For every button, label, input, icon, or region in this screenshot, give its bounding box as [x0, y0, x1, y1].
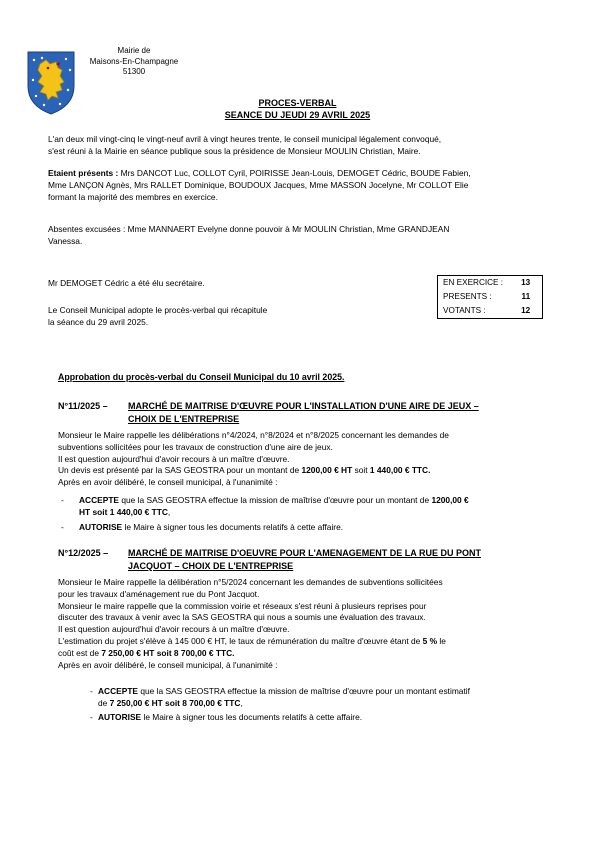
- s11-bullet-accepte-text: [79, 495, 539, 519]
- s12-bullet-accepte-text: [98, 686, 538, 710]
- s12-p4a-pre: L'estimation du projet s'élève à 145 000 € HT, le taux de rémunération du maître d'œuvre étant de: [58, 635, 423, 646]
- count-row: [438, 304, 543, 319]
- section-12-title-line-2: JACQUOT – CHOIX DE L'ENTREPRISE: [128, 560, 294, 571]
- count-label: VOTANTS :: [443, 306, 486, 316]
- s12-p4a: [58, 636, 539, 648]
- count-value: 12: [521, 306, 531, 316]
- s11-p3-pre: Un devis est présenté par la SAS GEOSTRA pour un montant de: [58, 465, 302, 476]
- s11-p3-amount-ht: 1200,00 € HT: [301, 465, 353, 476]
- mairie-line-1: Mairie de: [117, 46, 151, 55]
- section-11-heading: [58, 400, 548, 426]
- count-value: 13: [521, 278, 531, 288]
- mairie-line-2: Maisons-En-Champagne: [89, 56, 179, 66]
- s12-bullet-accepte: [90, 686, 540, 710]
- adoption-line-2: la séance du 29 avril 2025.: [48, 316, 149, 327]
- s12-accepte-amount: 7 250,00 € HT soit 8 700,00 € TTC: [109, 697, 241, 708]
- count-row: [438, 276, 543, 291]
- presents-line-3: formant la majorité des membres en exercice.: [48, 191, 218, 202]
- absents-line-1: Absentes excusées : Mme MANNAERT Evelyne donne pouvoir à Mr MOULIN Christian, Mme GRANDJEAN: [48, 224, 450, 234]
- absents-line-2: Vanessa.: [48, 235, 83, 246]
- member-counts-table: [437, 275, 543, 319]
- s11-autorise-label: AUTORISE: [79, 522, 123, 532]
- section-11-number: N°11/2025 –: [58, 401, 108, 411]
- s12-p4b-amount: 7 250,00 € HT soit 8 700,00 € TTC.: [101, 647, 235, 658]
- mairie-line-3: 51300: [122, 67, 146, 76]
- approbation-heading: Approbation du procès-verbal du Conseil Municipal du 10 avril 2025.: [58, 372, 345, 382]
- s12-p4a-post: le: [437, 635, 446, 646]
- presents-label: Etaient présents :: [48, 168, 119, 178]
- s12-bullet-autorise: [90, 712, 540, 724]
- count-label: PRESENTS :: [443, 292, 492, 302]
- section-12-body: [58, 577, 539, 671]
- section-11-body: [58, 430, 539, 489]
- s11-accepte-amount-2: HT soit 1 440,00 € TTC: [79, 506, 168, 517]
- section-11-title-line-2: CHOIX DE L'ENTREPRISE: [128, 413, 240, 424]
- secretaire-line: Mr DEMOGET Cédric a été élu secrétaire.: [48, 278, 205, 288]
- s11-p1b: subventions sollicitées pour les travaux de construction d'une aire de jeux.: [58, 441, 333, 452]
- s11-p3: [58, 465, 539, 477]
- s11-bullet-accepte: [61, 495, 539, 519]
- section-12-title-line-1: MARCHÉ DE MAITRISE D'OEUVRE POUR L'AMENAGEMENT DE LA RUE DU PONT: [128, 548, 481, 558]
- s12-p4b-pre: coût est de: [58, 647, 102, 658]
- s12-accepte-pre: de: [98, 697, 110, 708]
- s12-bullet-autorise-text: [98, 712, 362, 724]
- bullet-dash: -: [61, 522, 64, 532]
- count-row: [438, 290, 543, 304]
- s11-bullet-autorise-text: [79, 522, 343, 534]
- s12-p1b: pour les travaux d'aménagement rue du Pont Jacquot.: [58, 588, 260, 599]
- s11-bullet-autorise: [61, 522, 539, 534]
- presents-line-1: Mrs DANCOT Luc, COLLOT Cyril, POIRISSE Jean-Louis, DEMOGET Cédric, BOUDE Fabien,: [118, 168, 471, 178]
- s12-autorise-text: le Maire à signer tous les documents relatifs à cette affaire.: [141, 712, 363, 722]
- s12-p1a: Monsieur le Maire rappelle la délibération n°5/2024 concernant les demandes de subventions sollicitées: [58, 577, 443, 587]
- s11-p1a: Monsieur le Maire rappelle les délibérations n°4/2024, n°8/2024 et n°8/2025 concernant les demandes de: [58, 430, 449, 440]
- s12-p2a: Monsieur le maire rappelle que la commission voirie et réseaux s'est réuni à plusieurs reprises pour: [58, 600, 427, 611]
- count-label: EN EXERCICE :: [443, 278, 504, 288]
- adoption-line-1: Le Conseil Municipal adopte le procès-verbal qui récapitule: [48, 305, 268, 315]
- s11-accepte-label: ACCEPTE: [79, 495, 120, 505]
- s12-p2b: discuter des travaux à venir avec la SAS GEOSTRA qui nous a soumis une évaluation des travaux.: [58, 612, 426, 623]
- s11-accepte-amount: 1200,00 €: [431, 495, 469, 505]
- s12-accepte-end: ,: [240, 697, 243, 708]
- mairie-header: [84, 46, 184, 78]
- s12-p4b: [58, 648, 539, 660]
- bullet-dash: -: [61, 495, 64, 505]
- count-value: 11: [521, 292, 531, 302]
- bullet-dash: -: [90, 712, 93, 722]
- s12-autorise-label: AUTORISE: [98, 712, 142, 722]
- s12-p4a-rate: 5 %: [422, 635, 438, 646]
- presents-line-2: Mme LANÇON Agnès, Mrs RALLET Dominique, BOUDOUX Jacques, Mme MASSON Jocelyne, Mr COLLOT Elie: [48, 179, 469, 190]
- s11-p3-amount-ttc: 1 440,00 € TTC.: [369, 465, 431, 476]
- intro-line-1: L'an deux mil vingt-cinq le vingt-neuf avril à vingt heures trente, le conseil municipal légalement convoqué,: [48, 134, 442, 144]
- section-12-heading: [58, 547, 548, 573]
- s12-p5: Après en avoir délibéré, le conseil municipal, à l'unanimité :: [58, 659, 278, 670]
- document-title: PROCES-VERBAL: [258, 98, 337, 108]
- section-11-title-line-1: MARCHÉ DE MAITRISE D'ŒUVRE POUR L'INSTALLATION D'UNE AIRE DE JEUX –: [128, 401, 479, 411]
- intro-line-2: s'est réuni à la Mairie en séance publique sous la présidence de Monsieur MOULIN Christian, Maire.: [48, 145, 421, 156]
- s11-accepte-end: ,: [167, 506, 171, 517]
- section-12-number: N°12/2025 –: [58, 548, 109, 558]
- presents-paragraph: [48, 168, 540, 203]
- s11-p2: Il est question aujourd'hui d'avoir recours à un maître d'œuvre.: [58, 453, 290, 464]
- s11-p3-mid: soit: [352, 465, 370, 476]
- s12-accepte-label: ACCEPTE: [98, 686, 139, 696]
- adoption-paragraph: [48, 305, 267, 329]
- absents-paragraph: [48, 224, 540, 248]
- s11-accepte-text: que la SAS GEOSTRA effectue la mission de maîtrise d'œuvre pour un montant de: [119, 495, 432, 505]
- s11-autorise-text: le Maire à signer tous les documents relatifs à cette affaire.: [122, 522, 344, 532]
- intro-paragraph: [48, 134, 540, 158]
- s12-p3: Il est question aujourd'hui d'avoir recours à un maître d'œuvre.: [58, 624, 290, 635]
- s11-p4: Après en avoir délibéré, le conseil municipal, à l'unanimité :: [58, 477, 278, 488]
- bullet-dash: -: [90, 686, 93, 696]
- document-subtitle: SEANCE DU JEUDI 29 AVRIL 2025: [224, 110, 371, 120]
- s12-accepte-text: que la SAS GEOSTRA effectue la mission de maîtrise d'œuvre pour un montant estimatif: [138, 686, 470, 696]
